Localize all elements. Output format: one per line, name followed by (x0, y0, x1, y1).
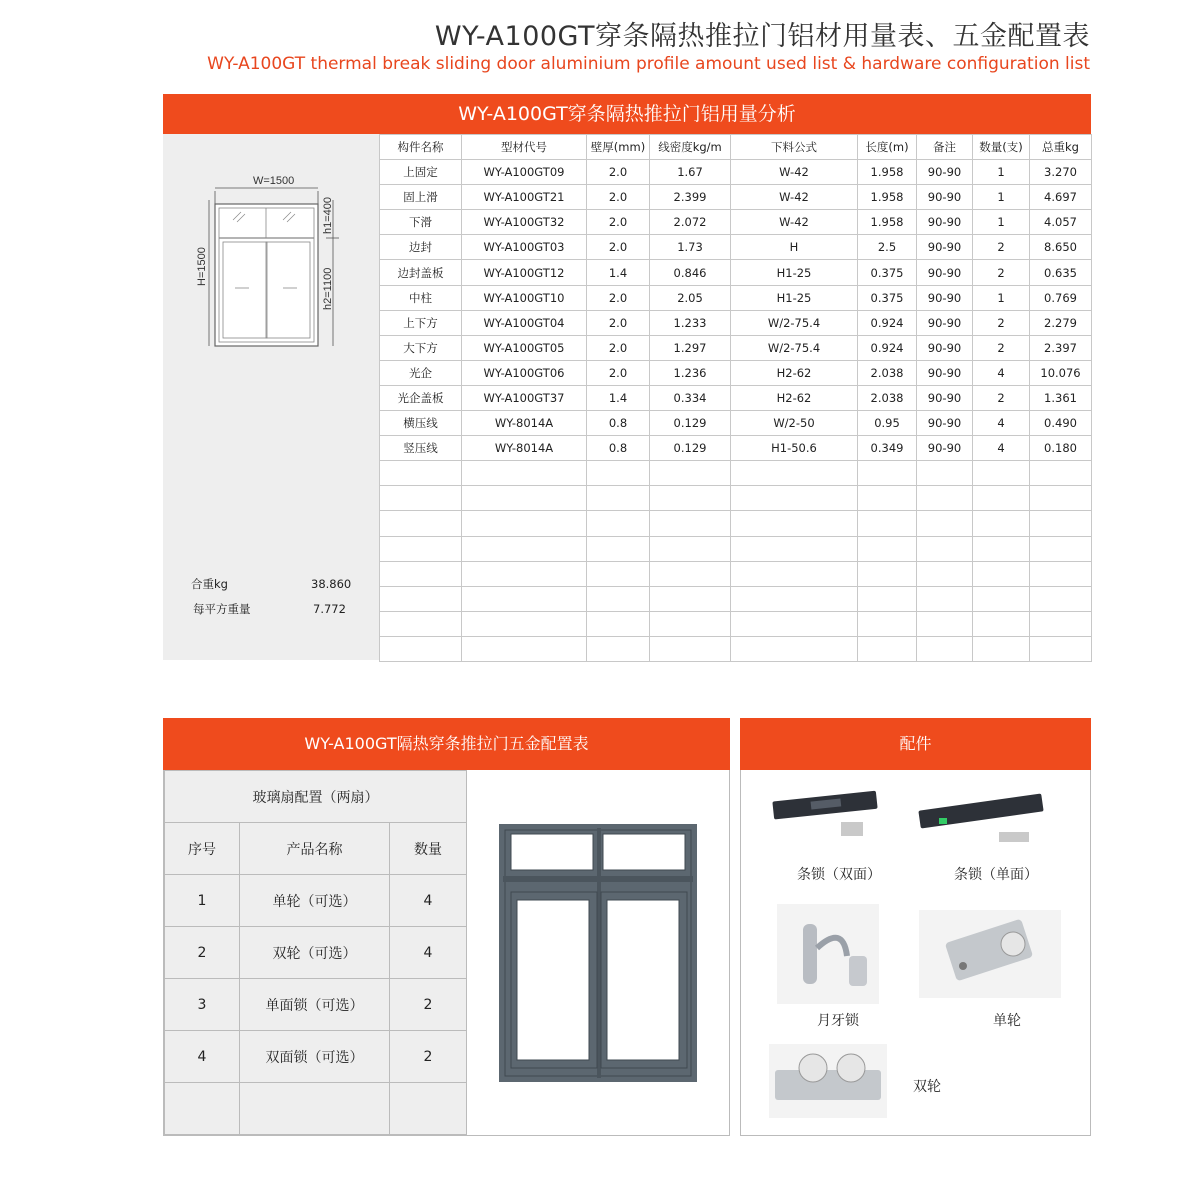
col-header: 数量 (390, 823, 467, 875)
cell: WY-A100GT32 (462, 210, 587, 235)
cell (1030, 536, 1092, 561)
cell (380, 586, 462, 611)
total-weight-row (191, 576, 351, 592)
cell: 4 (973, 360, 1030, 385)
cell: 4 (165, 1031, 240, 1083)
double-sided-strip-lock-image (771, 788, 881, 848)
cell (165, 1083, 240, 1135)
cell: 1.236 (650, 360, 731, 385)
cell: 4.057 (1030, 210, 1092, 235)
cell: 横压线 (380, 411, 462, 436)
col-header: 长度(m) (858, 135, 917, 160)
cell: 0.375 (858, 285, 917, 310)
cell (650, 586, 731, 611)
cell: 1.958 (858, 160, 917, 185)
cell (973, 536, 1030, 561)
cell: H2-62 (731, 360, 858, 385)
cell: W-42 (731, 160, 858, 185)
cell (731, 511, 858, 536)
cell (917, 611, 973, 636)
cell (462, 536, 587, 561)
profile-table-header (380, 135, 1092, 160)
empty-table-row (380, 586, 1092, 611)
cell (587, 511, 650, 536)
cell: 0.635 (1030, 260, 1092, 285)
cell (390, 1083, 467, 1135)
cell (1030, 486, 1092, 511)
width-dimension-label: W=1500 (253, 175, 295, 187)
cell (917, 511, 973, 536)
cell: 2 (973, 335, 1030, 360)
cell: 0.8 (587, 436, 650, 461)
cell: 90-90 (917, 310, 973, 335)
hardware-section-banner: WY-A100GT隔热穿条推拉门五金配置表 (163, 718, 730, 770)
cell (917, 536, 973, 561)
cell (1030, 461, 1092, 486)
cell: 2.399 (650, 185, 731, 210)
cell (973, 486, 1030, 511)
table-row (165, 927, 467, 979)
cell: 固上滑 (380, 185, 462, 210)
cell: 1.958 (858, 210, 917, 235)
cell: WY-A100GT21 (462, 185, 587, 210)
page-title: WY-A100GT穿条隔热推拉门铝材用量表、五金配置表 (434, 21, 1090, 52)
cell: 1.67 (650, 160, 731, 185)
cell (1030, 611, 1092, 636)
empty-table-row (380, 486, 1092, 511)
cell: 1.958 (858, 185, 917, 210)
cell: 双面锁（可选） (240, 1031, 390, 1083)
cell: 4.697 (1030, 185, 1092, 210)
col-header: 数量(支) (973, 135, 1030, 160)
cell: WY-A100GT37 (462, 385, 587, 410)
cell: 上固定 (380, 160, 462, 185)
cell (650, 486, 731, 511)
cell (973, 461, 1030, 486)
cell: WY-A100GT04 (462, 310, 587, 335)
col-header: 壁厚(mm) (587, 135, 650, 160)
accessories-panel (740, 770, 1091, 1136)
cell (731, 586, 858, 611)
cell: 0.349 (858, 436, 917, 461)
table-row (380, 411, 1092, 436)
col-header: 下料公式 (731, 135, 858, 160)
window-illustration (499, 824, 699, 1084)
cell: 90-90 (917, 160, 973, 185)
cell: 0.924 (858, 310, 917, 335)
cell: 中柱 (380, 285, 462, 310)
col-header: 构件名称 (380, 135, 462, 160)
cell (587, 636, 650, 661)
col-header: 产品名称 (240, 823, 390, 875)
cell (462, 561, 587, 586)
cell: 单面锁（可选） (240, 979, 390, 1031)
cell: WY-A100GT05 (462, 335, 587, 360)
cell: 2.0 (587, 160, 650, 185)
cell (858, 486, 917, 511)
cell (650, 611, 731, 636)
cell (587, 486, 650, 511)
cell: 0.924 (858, 335, 917, 360)
cell (380, 486, 462, 511)
config-title: 玻璃扇配置（两扇） (165, 771, 467, 823)
cell: 边封 (380, 235, 462, 260)
cell (858, 611, 917, 636)
cell: 下滑 (380, 210, 462, 235)
cell: 双轮（可选） (240, 927, 390, 979)
cell (973, 611, 1030, 636)
empty-table-row (380, 561, 1092, 586)
table-row (380, 185, 1092, 210)
cell (858, 636, 917, 661)
cell (973, 511, 1030, 536)
cell: 2.072 (650, 210, 731, 235)
cell: 90-90 (917, 385, 973, 410)
cell: 4 (973, 436, 1030, 461)
table-row (165, 1031, 467, 1083)
cell: 2.397 (1030, 335, 1092, 360)
cell (917, 586, 973, 611)
total-weight-label: 合重kg (191, 577, 228, 591)
cell: 2 (973, 235, 1030, 260)
cell: 2.0 (587, 360, 650, 385)
cell: 2.0 (587, 210, 650, 235)
cell (462, 586, 587, 611)
cell: 4 (973, 411, 1030, 436)
cell: 90-90 (917, 285, 973, 310)
cell: 2.05 (650, 285, 731, 310)
col-header: 线密度kg/m (650, 135, 731, 160)
cell: 1.233 (650, 310, 731, 335)
cell: WY-A100GT03 (462, 235, 587, 260)
cell: 0.334 (650, 385, 731, 410)
cell: 光企 (380, 360, 462, 385)
cell (917, 461, 973, 486)
cell: 0.129 (650, 436, 731, 461)
page-subtitle: WY-A100GT thermal break sliding door aluminium profile amount used list & hardware configuration list (207, 54, 1090, 74)
cell: WY-A100GT06 (462, 360, 587, 385)
cell: 竖压线 (380, 436, 462, 461)
cell: 边封盖板 (380, 260, 462, 285)
cell: 2.0 (587, 335, 650, 360)
table-row (380, 260, 1092, 285)
hardware-config-panel (163, 770, 730, 1136)
cell: 1 (973, 285, 1030, 310)
cell (973, 586, 1030, 611)
accessory-label: 双轮 (913, 1079, 941, 1095)
cell: 90-90 (917, 360, 973, 385)
cell: 90-90 (917, 210, 973, 235)
table-row (165, 875, 467, 927)
cell (858, 561, 917, 586)
cell (587, 536, 650, 561)
cell (587, 461, 650, 486)
cell (858, 461, 917, 486)
cell: WY-A100GT12 (462, 260, 587, 285)
cell (1030, 561, 1092, 586)
cell (587, 561, 650, 586)
cell: 90-90 (917, 411, 973, 436)
cell: 0.8 (587, 411, 650, 436)
cell (731, 461, 858, 486)
cell: W/2-75.4 (731, 335, 858, 360)
cell: 2.0 (587, 235, 650, 260)
cell: 2 (390, 1031, 467, 1083)
cell: 2 (165, 927, 240, 979)
single-wheel-image (919, 910, 1061, 998)
cell: 大下方 (380, 335, 462, 360)
cell: 1 (973, 210, 1030, 235)
cell: 1.73 (650, 235, 731, 260)
height-dimension-label: H=1500 (196, 247, 208, 286)
cell: 0.846 (650, 260, 731, 285)
cell: H1-50.6 (731, 436, 858, 461)
cell: H1-25 (731, 260, 858, 285)
cell (650, 461, 731, 486)
per-sqm-weight-row (193, 601, 346, 617)
accessories-section-banner: 配件 (740, 718, 1091, 770)
cell (462, 511, 587, 536)
hardware-table-header (165, 823, 467, 875)
per-sqm-value: 7.772 (313, 602, 346, 616)
table-row (380, 285, 1092, 310)
cell (1030, 511, 1092, 536)
cell (650, 536, 731, 561)
cell: 2.0 (587, 185, 650, 210)
cell (380, 611, 462, 636)
h2-dimension-label: h2=1100 (322, 267, 334, 310)
cell: 90-90 (917, 185, 973, 210)
cell: 1 (973, 185, 1030, 210)
cell: 90-90 (917, 235, 973, 260)
cell: 光企盖板 (380, 385, 462, 410)
cell: 2.0 (587, 285, 650, 310)
cell: 2 (973, 260, 1030, 285)
empty-table-row (380, 611, 1092, 636)
double-wheel-image (769, 1044, 887, 1118)
table-row (380, 436, 1092, 461)
col-header: 序号 (165, 823, 240, 875)
cell: 1 (973, 160, 1030, 185)
cell: 1.297 (650, 335, 731, 360)
cell: 1.361 (1030, 385, 1092, 410)
cell: 4 (390, 927, 467, 979)
table-row (380, 385, 1092, 410)
cell: WY-8014A (462, 436, 587, 461)
cell: 3.270 (1030, 160, 1092, 185)
cell: 2 (390, 979, 467, 1031)
accessory-label: 月牙锁 (817, 1013, 859, 1029)
table-row (165, 1083, 467, 1135)
cell (380, 536, 462, 561)
cell: 10.076 (1030, 360, 1092, 385)
profile-section-banner: WY-A100GT穿条隔热推拉门铝用量分析 (163, 94, 1091, 134)
cell (731, 611, 858, 636)
col-header: 型材代号 (462, 135, 587, 160)
cell: WY-A100GT10 (462, 285, 587, 310)
empty-table-row (380, 636, 1092, 661)
empty-table-row (380, 461, 1092, 486)
cell (650, 561, 731, 586)
cell: 0.375 (858, 260, 917, 285)
col-header: 总重kg (1030, 135, 1092, 160)
cell (587, 586, 650, 611)
cell: 0.490 (1030, 411, 1092, 436)
cell: 0.95 (858, 411, 917, 436)
cell (462, 636, 587, 661)
cell (380, 461, 462, 486)
per-sqm-label: 每平方重量 (193, 602, 251, 616)
cell (650, 636, 731, 661)
cell: 4 (390, 875, 467, 927)
total-weight-value: 38.860 (311, 577, 352, 591)
door-elevation-drawing (163, 134, 379, 374)
cell: 2 (973, 310, 1030, 335)
cell (1030, 636, 1092, 661)
cell (380, 561, 462, 586)
cell (380, 636, 462, 661)
cell: 2.0 (587, 310, 650, 335)
cell: W-42 (731, 210, 858, 235)
cell: WY-8014A (462, 411, 587, 436)
cell: 0.180 (1030, 436, 1092, 461)
cell: 8.650 (1030, 235, 1092, 260)
cell: 1 (165, 875, 240, 927)
crescent-lock-image (777, 904, 879, 1004)
cell: 单轮（可选） (240, 875, 390, 927)
empty-table-row (380, 536, 1092, 561)
h1-dimension-label: h1=400 (322, 196, 334, 234)
table-row (380, 335, 1092, 360)
table-row (380, 235, 1092, 260)
cell (462, 461, 587, 486)
cell (973, 636, 1030, 661)
accessory-label: 单轮 (993, 1013, 1021, 1029)
cell: 上下方 (380, 310, 462, 335)
col-header: 备注 (917, 135, 973, 160)
cell: 1.4 (587, 385, 650, 410)
cell: 0.129 (650, 411, 731, 436)
table-row (380, 160, 1092, 185)
cell: 0.769 (1030, 285, 1092, 310)
cell (973, 561, 1030, 586)
cell: 90-90 (917, 335, 973, 360)
table-row (380, 360, 1092, 385)
cell (240, 1083, 390, 1135)
cell: 2 (973, 385, 1030, 410)
cell: 1.4 (587, 260, 650, 285)
cell: W/2-75.4 (731, 310, 858, 335)
cell (731, 536, 858, 561)
cell: W/2-50 (731, 411, 858, 436)
cell: 2.038 (858, 360, 917, 385)
cell (587, 611, 650, 636)
cell (917, 636, 973, 661)
table-row (380, 310, 1092, 335)
cell: H1-25 (731, 285, 858, 310)
accessory-label: 条锁（双面） (797, 867, 881, 883)
cell: W-42 (731, 185, 858, 210)
cell (917, 486, 973, 511)
single-sided-strip-lock-image (917, 788, 1047, 858)
cell (1030, 586, 1092, 611)
cell: H (731, 235, 858, 260)
door-drawing-panel (163, 134, 379, 660)
cell: 90-90 (917, 260, 973, 285)
cell: 2.279 (1030, 310, 1092, 335)
cell (917, 561, 973, 586)
cell: WY-A100GT09 (462, 160, 587, 185)
profile-usage-table (379, 134, 1092, 662)
empty-table-row (380, 511, 1092, 536)
accessory-label: 条锁（单面） (954, 867, 1038, 883)
cell (462, 611, 587, 636)
cell (462, 486, 587, 511)
cell: H2-62 (731, 385, 858, 410)
cell (731, 561, 858, 586)
cell (380, 511, 462, 536)
cell (858, 536, 917, 561)
cell: 3 (165, 979, 240, 1031)
hardware-config-table (164, 770, 467, 1135)
cell (731, 636, 858, 661)
cell (731, 486, 858, 511)
cell (650, 511, 731, 536)
cell: 90-90 (917, 436, 973, 461)
table-row (380, 210, 1092, 235)
cell (858, 511, 917, 536)
cell: 2.038 (858, 385, 917, 410)
cell: 2.5 (858, 235, 917, 260)
cell (858, 586, 917, 611)
table-row (165, 979, 467, 1031)
